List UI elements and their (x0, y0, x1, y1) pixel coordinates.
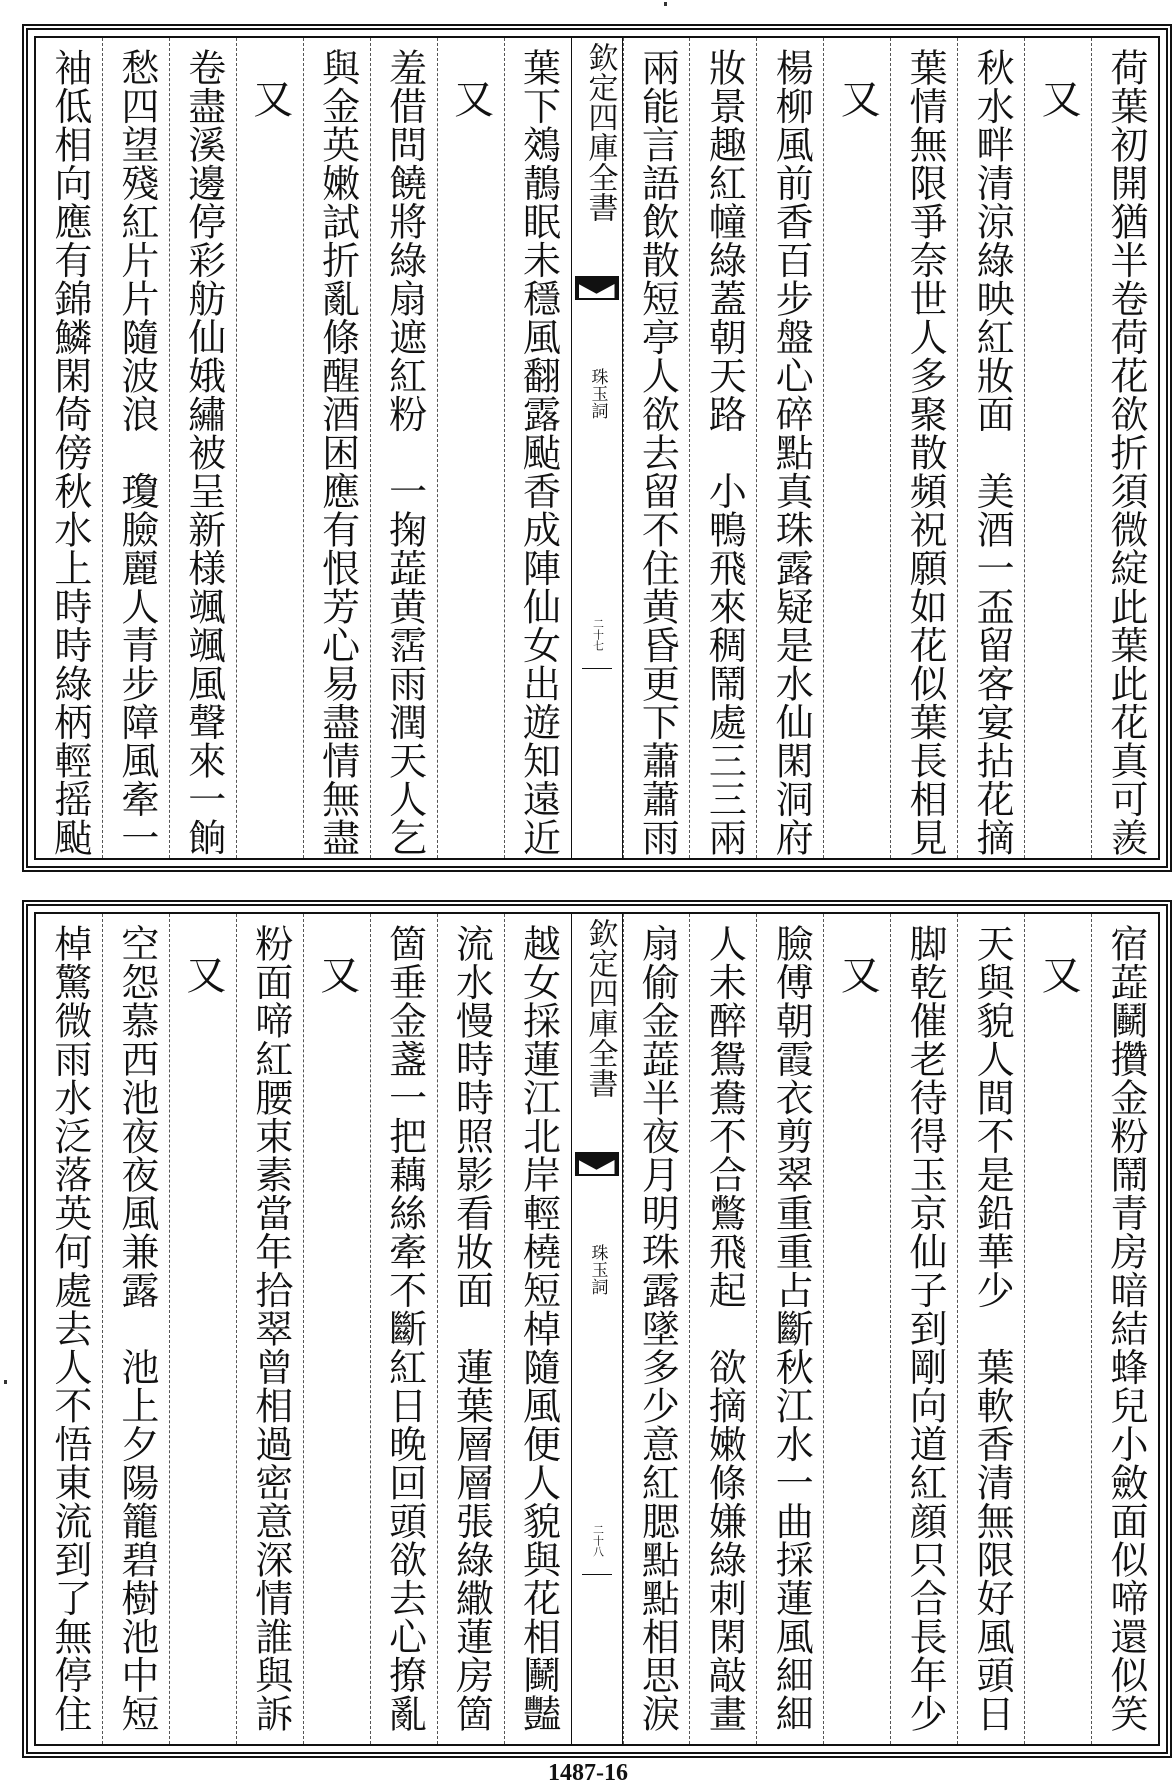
verse-line: 楊柳風前香百步盤心碎點真珠露疑是水仙閑洞府 (769, 48, 814, 857)
fishtail-mark (575, 1152, 619, 1176)
text-column (236, 914, 303, 1744)
text-column (957, 914, 1024, 1744)
section-title: 珠玉詞 (587, 368, 608, 419)
text-column (303, 914, 370, 1744)
section-title: 珠玉詞 (587, 1244, 608, 1295)
text-column (236, 38, 303, 858)
verse-line: 空怨慕西池夜夜風兼露 池上夕陽籠碧樹池中短 (114, 924, 159, 1733)
verse-line: 與金英嫩試折亂條醒酒困應有恨芳心易盡情無盡 (315, 48, 360, 857)
text-columns (36, 914, 1158, 1744)
scan-page-code: 1487-16 (548, 1760, 628, 1786)
text-column (370, 38, 437, 858)
text-column (1091, 38, 1158, 858)
verse-line: 秋水畔清涼綠映紅妝面 美酒一盃留客宴拈花摘 (970, 48, 1015, 857)
text-column (36, 914, 102, 1744)
page-number: 二十七 (591, 618, 605, 651)
text-column (623, 914, 690, 1744)
text-column (1024, 38, 1091, 858)
rule-line (582, 1574, 612, 1575)
verse-line: 越女採蓮江北岸輕橈短棹隨風便人貌與花相鬭豔 (516, 924, 561, 1733)
verse-line: 扇偷金蕋半夜月明珠露墜多少意紅腮點點相思淚 (635, 924, 680, 1733)
text-column (370, 914, 437, 1744)
text-column (623, 38, 690, 858)
text-column (102, 38, 169, 858)
text-column (1024, 914, 1091, 1744)
rule-line (582, 668, 612, 669)
scan-speck (664, 2, 667, 6)
text-column (504, 914, 571, 1744)
text-column (689, 38, 756, 858)
verse-line: 天與貌人間不是鉛華少 葉軟香清無限好風頭日 (970, 924, 1015, 1733)
text-column (437, 914, 504, 1744)
text-column (303, 38, 370, 858)
text-column (890, 914, 957, 1744)
verse-line: 羞借問饒將綠扇遮紅粉 一掬蕋黄霑雨潤天人乞 (382, 48, 427, 857)
poem-marker: 又 (834, 954, 881, 995)
poem-marker: 又 (246, 78, 293, 119)
verse-line: 愁四望殘紅片片隨波浪 瓊臉麗人青步障風牽一 (114, 48, 159, 857)
text-column (169, 38, 236, 858)
verse-line: 粉面啼紅腰束素當年拾翠曾相過密意深情誰與訴 (248, 924, 293, 1733)
text-column (756, 914, 823, 1744)
book-title: 欽定四庫全書 (582, 42, 618, 222)
verse-line: 妝景趣紅幢綠蓋朝天路 小鴨飛來稠鬧處三三兩 (702, 48, 747, 857)
scan-speck (4, 1380, 7, 1384)
poem-marker: 又 (313, 954, 360, 995)
text-column (823, 38, 890, 858)
text-column (823, 914, 890, 1744)
poem-marker: 又 (1035, 954, 1082, 995)
verse-line: 臉傅朝霞衣剪翠重重占斷秋江水一曲採蓮風細細 (769, 924, 814, 1733)
poem-marker: 又 (1035, 78, 1082, 119)
text-column (102, 914, 169, 1744)
text-column (957, 38, 1024, 858)
page-number: 二十八 (591, 1524, 605, 1557)
text-column (437, 38, 504, 858)
fishtail-mark (575, 276, 619, 300)
verse-line: 荷葉初開猶半卷荷花欲折須微綻此葉此花真可羨 (1103, 48, 1148, 857)
book-title: 欽定四庫全書 (582, 918, 618, 1098)
verse-line: 葉情無限爭奈世人多聚散頻祝願如花似葉長相見 (903, 48, 948, 857)
verse-line: 袖低相向應有錦鱗閑倚傍秋水上時時綠柄輕摇颭 (47, 48, 92, 857)
text-column (689, 914, 756, 1744)
text-column (504, 38, 571, 858)
text-column (756, 38, 823, 858)
verse-line: 卷盡溪邊停彩舫仙娥繡被呈新様颯颯風聲來一餉 (181, 48, 226, 857)
center-fold (571, 914, 623, 1744)
verse-line: 葉下鵁鶄眠未穩風翻露颭香成陣仙女出遊知遠近 (516, 48, 561, 857)
text-column (1091, 914, 1158, 1744)
poem-marker: 又 (834, 78, 881, 119)
text-column (169, 914, 236, 1744)
page-frame (34, 912, 1160, 1746)
verse-line: 脚乾催老待得玉京仙子到剛向道紅顔只合長年少 (903, 924, 948, 1733)
text-column (890, 38, 957, 858)
poem-marker: 又 (179, 954, 226, 995)
verse-line: 棹驚微雨水泛落英何處去人不悟東流到了無停住 (47, 924, 92, 1733)
page-leaf-bottom (22, 900, 1172, 1758)
page-frame (34, 36, 1160, 860)
center-fold (571, 38, 623, 858)
verse-line: 兩能言語飲散短亭人欲去留不住黄昏更下蕭蕭雨 (635, 48, 680, 857)
page-leaf-top (22, 24, 1172, 872)
verse-line: 宿蕋鬭攢金粉鬧青房暗結蜂兒小斂面似啼還似笑 (1103, 924, 1148, 1733)
verse-line: 人未醉鴛鴦不合鷩飛起 欲摘嫩條嫌綠刺閑敲畫 (702, 924, 747, 1733)
text-column (36, 38, 102, 858)
verse-line: 箇垂金盞一把藕絲牽不斷紅日晚回頭欲去心撩亂 (382, 924, 427, 1733)
verse-line: 流水慢時時照影看妝面 蓮葉層層張綠繖蓮房箇 (449, 924, 494, 1733)
poem-marker: 又 (447, 78, 494, 119)
text-columns (36, 38, 1158, 858)
